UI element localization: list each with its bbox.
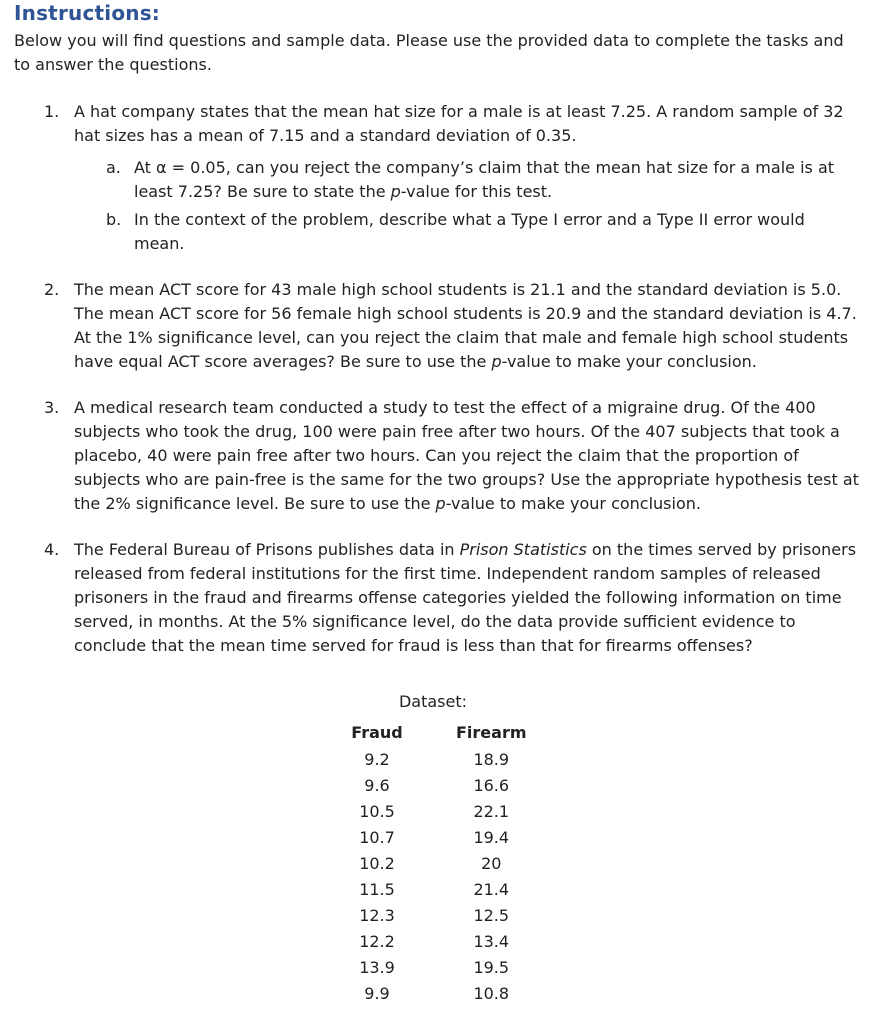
instructions-heading: Instructions: — [14, 1, 160, 25]
table-row — [348, 902, 527, 928]
fraud-value: 9.2 — [364, 749, 390, 769]
dataset-title: Dataset: — [398, 692, 468, 711]
fraud-value: 9.6 — [364, 775, 390, 795]
firearm-value: 16.6 — [473, 775, 510, 795]
firearm-value: 20 — [481, 853, 502, 873]
question-number: 4. — [44, 540, 60, 559]
column-header-fraud: Fraud — [351, 722, 403, 742]
dataset-body — [348, 746, 527, 1006]
firearm-value: 12.5 — [473, 905, 510, 925]
sub-question-text: At α = 0.05, can you reject the company’s claim that the mean hat size for a male is at least 7.25? Be sure to state the p-value for this test. — [134, 158, 835, 201]
firearm-value: 22.1 — [473, 801, 510, 821]
table-row — [348, 954, 527, 980]
sub-question-letter: b. — [106, 210, 122, 229]
sub-question-text: In the context of the problem, describe what a Type I error and a Type II error would mean. — [134, 210, 805, 253]
firearm-value: 10.8 — [473, 983, 510, 1003]
question-number: 3. — [44, 398, 60, 417]
fraud-value: 9.9 — [364, 983, 390, 1003]
fraud-value: 13.9 — [359, 957, 395, 977]
firearm-value: 19.4 — [473, 827, 510, 847]
question-text: The mean ACT score for 43 male high school students is 21.1 and the standard deviation is 5.0. The mean ACT score for 56 female high school students is 20.9 and the standard deviation is 4.7. At the 1% significance level, can you reject the claim that male and female high school students have equal ACT score averages? Be sure to use the p-value to make your conclusion. — [74, 280, 857, 371]
intro-paragraph: Below you will find questions and sample data. Please use the provided data to complete the tasks and to answer the questions. — [14, 31, 844, 74]
table-row — [348, 824, 527, 850]
question-text: A medical research team conducted a study to test the effect of a migraine drug. Of the 400 subjects who took the drug, 100 were pain free after two hours. Of the 407 subjects that took a placebo, 40 were pain free after two hours. Can you reject the claim that the proportion of subjects who are pain-free is the same for the two groups? Use the appropriate hypothesis test at the 2% significance level. Be sure to use the p-value to make your conclusion. — [74, 398, 859, 513]
fraud-value: 12.2 — [359, 931, 395, 951]
table-row — [348, 928, 527, 954]
firearm-value: 21.4 — [473, 879, 510, 899]
table-row — [348, 772, 527, 798]
fraud-value: 10.2 — [359, 853, 395, 873]
table-row — [348, 850, 527, 876]
column-header-firearm: Firearm — [456, 722, 527, 742]
question-number: 2. — [44, 280, 60, 299]
question-text: The Federal Bureau of Prisons publishes data in Prison Statistics on the times served by prisoners released from federal institutions for the first time. Independent random samples of released prisoners in the fraud and firearms offense categories yielded the following information on time served, in months. At the 5% significance level, do the data provide sufficient evidence to conclude that the mean time served for fraud is less than that for firearms offenses? — [74, 540, 857, 655]
question-number: 1. — [44, 102, 60, 121]
fraud-value: 11.5 — [359, 879, 395, 899]
table-row — [348, 746, 527, 772]
firearm-value: 19.5 — [473, 957, 510, 977]
fraud-value: 10.5 — [359, 801, 395, 821]
question-text: A hat company states that the mean hat size for a male is at least 7.25. A random sample of 32 hat sizes has a mean of 7.15 and a standard deviation of 0.35. — [74, 102, 844, 145]
table-header-row — [348, 718, 527, 746]
fraud-value: 10.7 — [359, 827, 395, 847]
table-row — [348, 798, 527, 824]
table-row — [348, 876, 527, 902]
firearm-value: 18.9 — [473, 749, 510, 769]
firearm-value: 13.4 — [473, 931, 510, 951]
sub-question-letter: a. — [106, 158, 121, 177]
fraud-value: 12.3 — [359, 905, 395, 925]
table-row — [348, 980, 527, 1006]
dataset-table — [348, 718, 527, 1006]
